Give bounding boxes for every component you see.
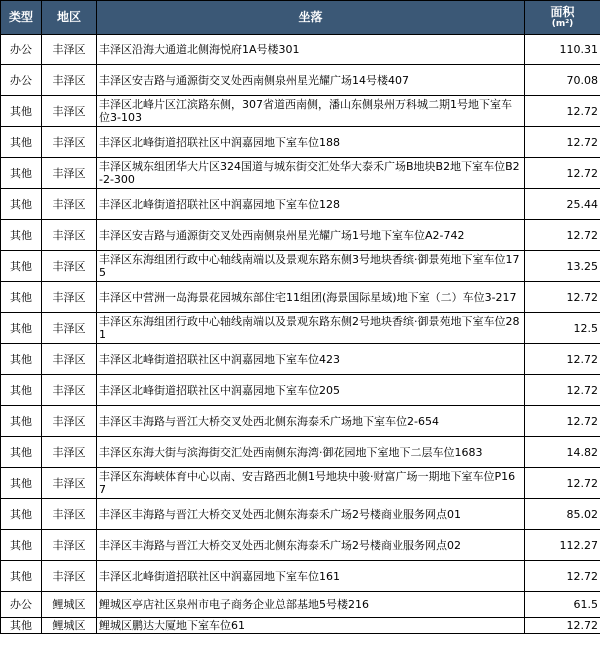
cell-size: 12.72 [525,561,600,592]
table-row [1,437,600,468]
table-row [1,96,600,127]
cell-type: 其他 [1,561,42,592]
header-address: 坐落 [97,1,525,35]
cell-address: 丰泽区北峰片区江滨路东侧，307省道西南侧，潘山东侧泉州万科城二期1号地下室车位3-103 [97,96,525,127]
cell-size: 70.08 [525,65,600,96]
cell-area: 丰泽区 [42,344,97,375]
cell-area: 丰泽区 [42,375,97,406]
cell-type: 其他 [1,406,42,437]
cell-type: 其他 [1,127,42,158]
cell-size: 12.72 [525,375,600,406]
cell-type: 其他 [1,220,42,251]
cell-size: 12.72 [525,468,600,499]
cell-address: 丰泽区沿海大通道北侧海悦府1A号楼301 [97,35,525,65]
cell-address: 丰泽区北峰街道招联社区中润嘉园地下室车位205 [97,375,525,406]
table-row [1,282,600,313]
cell-address: 丰泽区丰海路与晋江大桥交叉处西北侧东海泰禾广场2号楼商业服务网点01 [97,499,525,530]
cell-type: 其他 [1,189,42,220]
cell-type: 其他 [1,282,42,313]
cell-area: 丰泽区 [42,96,97,127]
cell-size: 12.72 [525,127,600,158]
header-row [1,1,600,35]
cell-size: 112.27 [525,530,600,561]
cell-address: 鲤城区鹏达大厦地下室车位61 [97,618,525,634]
cell-size: 12.72 [525,220,600,251]
cell-type: 办公 [1,592,42,618]
cell-type: 其他 [1,251,42,282]
table-row [1,406,600,437]
header-size-unit: (m²) [551,19,574,29]
cell-size: 12.72 [525,406,600,437]
table-row [1,618,600,634]
table-row [1,251,600,282]
cell-type: 其他 [1,313,42,344]
table-row [1,127,600,158]
table-row [1,561,600,592]
cell-area: 鲤城区 [42,592,97,618]
table-row [1,344,600,375]
cell-size: 25.44 [525,189,600,220]
cell-area: 丰泽区 [42,530,97,561]
cell-size: 14.82 [525,437,600,468]
cell-address: 丰泽区东海大街与滨海街交汇处西南侧东海湾·御花园地下室地下二层车位1683 [97,437,525,468]
cell-address: 丰泽区东海组团行政中心轴线南端以及景观东路东侧2号地块香缤·御景苑地下室车位281 [97,313,525,344]
cell-area: 丰泽区 [42,251,97,282]
cell-type: 其他 [1,158,42,189]
table-row [1,592,600,618]
cell-size: 61.5 [525,592,600,618]
cell-area: 丰泽区 [42,468,97,499]
cell-address: 鲤城区亭店社区泉州市电子商务企业总部基地5号楼216 [97,592,525,618]
cell-address: 丰泽区东海组团行政中心轴线南端以及景观东路东侧3号地块香缤·御景苑地下室车位175 [97,251,525,282]
header-size [525,1,600,35]
cell-address: 丰泽区北峰街道招联社区中润嘉园地下室车位423 [97,344,525,375]
header-area: 地区 [42,1,97,35]
cell-size: 110.31 [525,35,600,65]
cell-size: 12.72 [525,158,600,189]
cell-area: 丰泽区 [42,313,97,344]
cell-area: 丰泽区 [42,437,97,468]
table-row [1,499,600,530]
cell-size: 85.02 [525,499,600,530]
cell-area: 丰泽区 [42,499,97,530]
cell-area: 丰泽区 [42,561,97,592]
cell-area: 丰泽区 [42,220,97,251]
cell-area: 丰泽区 [42,158,97,189]
cell-size: 12.72 [525,96,600,127]
cell-area: 丰泽区 [42,65,97,96]
cell-type: 其他 [1,468,42,499]
table-body [1,35,600,634]
cell-address: 丰泽区安吉路与通源街交叉处西南侧泉州星光耀广场1号地下室车位A2-742 [97,220,525,251]
cell-type: 其他 [1,344,42,375]
cell-area: 丰泽区 [42,35,97,65]
cell-size: 12.5 [525,313,600,344]
cell-address: 丰泽区城东组团华大片区324国道与城东街交汇处华大泰禾广场B地块B2地下室车位B2-2-300 [97,158,525,189]
cell-address: 丰泽区北峰街道招联社区中润嘉园地下室车位128 [97,189,525,220]
cell-type: 其他 [1,375,42,406]
table-row [1,65,600,96]
cell-type: 其他 [1,96,42,127]
table-row [1,158,600,189]
cell-type: 其他 [1,618,42,634]
table-row [1,313,600,344]
cell-area: 丰泽区 [42,406,97,437]
cell-address: 丰泽区北峰街道招联社区中润嘉园地下室车位188 [97,127,525,158]
cell-type: 办公 [1,35,42,65]
cell-area: 丰泽区 [42,189,97,220]
table-row [1,375,600,406]
cell-address: 丰泽区丰海路与晋江大桥交叉处西北侧东海泰禾广场2号楼商业服务网点02 [97,530,525,561]
cell-address: 丰泽区东海峡体育中心以南、安吉路西北侧1号地块中骏·财富广场一期地下室车位P167 [97,468,525,499]
table-row [1,468,600,499]
cell-area: 丰泽区 [42,282,97,313]
cell-address: 丰泽区中营洲一岛海景花园城东部住宅11组团(海景国际星域)地下室（二）车位3-217 [97,282,525,313]
table-row [1,220,600,251]
cell-size: 13.25 [525,251,600,282]
cell-area: 鲤城区 [42,618,97,634]
cell-type: 办公 [1,65,42,96]
cell-size: 12.72 [525,618,600,634]
cell-area: 丰泽区 [42,127,97,158]
header-type: 类型 [1,1,42,35]
cell-size: 12.72 [525,344,600,375]
cell-type: 其他 [1,530,42,561]
header-size-label: 面积 [550,5,575,19]
table-row [1,35,600,65]
table-row [1,189,600,220]
cell-address: 丰泽区北峰街道招联社区中润嘉园地下室车位161 [97,561,525,592]
cell-address: 丰泽区安吉路与通源街交叉处西南侧泉州星光耀广场14号楼407 [97,65,525,96]
table-row [1,530,600,561]
cell-type: 其他 [1,437,42,468]
cell-type: 其他 [1,499,42,530]
cell-address: 丰泽区丰海路与晋江大桥交叉处西北侧东海泰禾广场地下室车位2-654 [97,406,525,437]
cell-size: 12.72 [525,282,600,313]
